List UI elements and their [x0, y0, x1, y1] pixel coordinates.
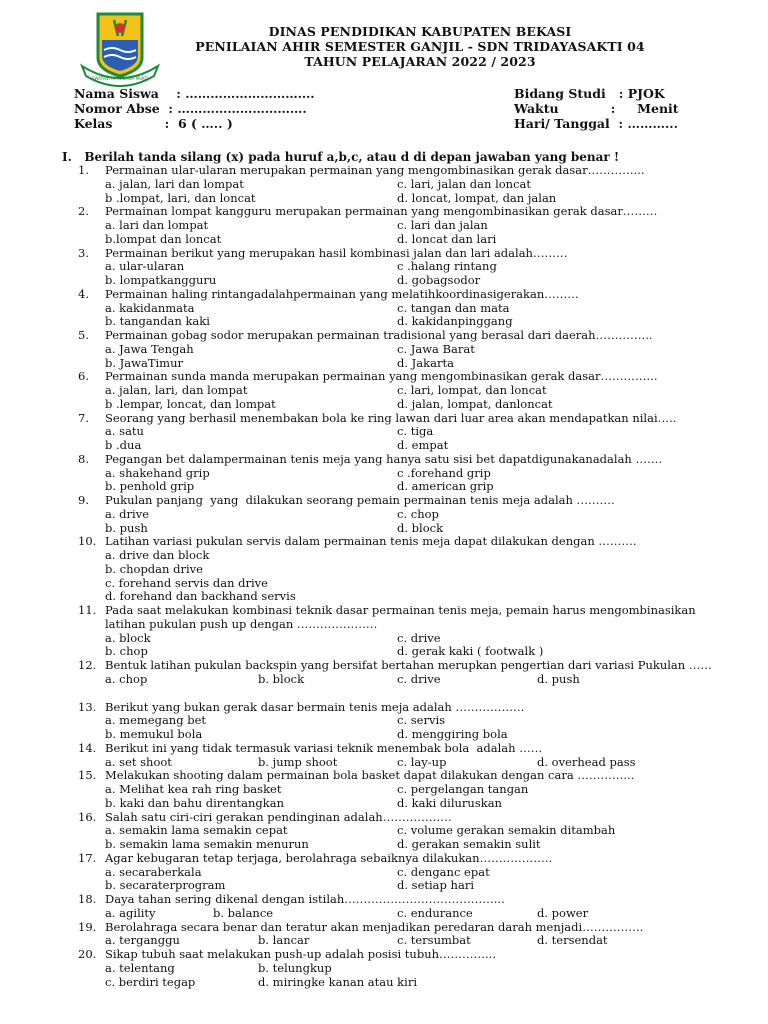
answer-option-d: d. Jakarta	[397, 355, 454, 370]
answer-option-c: c. drive	[397, 630, 441, 645]
question-number: 13.	[78, 699, 97, 714]
answer-option-a: a. memegang bet	[105, 713, 207, 728]
nama-siswa-field: Nama Siswa : ………………………….	[74, 86, 315, 101]
header-line-1: DINAS PENDIDIKAN KABUPATEN BEKASI	[268, 24, 572, 39]
answer-option-c: c. denganc epat	[397, 864, 490, 879]
question-text: Salah satu ciri-ciri gerakan pendinginan adalah………………	[105, 809, 452, 824]
answer-option: d. power	[537, 905, 589, 920]
answer-option-c: c. lari dan jalan	[397, 218, 488, 232]
answer-option: d. forehand dan backhand servis	[105, 589, 296, 604]
question-number: 10.	[78, 534, 97, 549]
answer-option-c: c. pergelangan tangan	[397, 782, 529, 796]
question-text: Permainan gobag sodor merupakan permainan tradisional yang berasal dari daerah…………...	[105, 328, 653, 342]
answer-option-d: d. kakidanpinggang	[397, 314, 513, 329]
nomor-absen-field: Nomor Abse : ………………………….	[74, 101, 307, 116]
header-line-2: PENILAIAN AHIR SEMESTER GANJIL - SDN TRIDAYASAKTI 04	[195, 39, 645, 54]
question-text: Berikut ini yang tidak termasuk variasi teknik menembak bola adalah ……	[105, 740, 543, 755]
answer-option-c: c. volume gerakan semakin ditambah	[397, 823, 616, 838]
question-text: Berikut yang bukan gerak dasar bermain tenis meja adalah ………………	[105, 699, 525, 714]
answer-option-d: d. empat	[397, 438, 449, 452]
answer-option-d: d. gobagsodor	[397, 273, 481, 287]
answer-option-d: d. kaki diluruskan	[397, 795, 502, 810]
answer-option-d: d. setiap hari	[397, 878, 474, 893]
question-text: Permainan ular-ularan merupakan permainan yang mengombinasikan gerak dasar…………...	[105, 163, 645, 177]
answer-option-d: d. gerakan semakin sulit	[397, 837, 541, 851]
answer-option-b: b .dua	[105, 438, 142, 452]
answer-option-c: c .halang rintang	[397, 259, 497, 274]
answer-option: c. tersumbat	[397, 933, 471, 948]
answer-option-b: b.lompat dan loncat	[105, 231, 222, 246]
answer-option-a: a. kakidanmata	[105, 300, 195, 315]
answer-option-b: b. semakin lama semakin menurun	[105, 837, 309, 851]
answer-option-c: c. lari, jalan dan loncat	[397, 176, 531, 191]
question-number: 16.	[78, 809, 97, 824]
question-number: 6.	[78, 369, 89, 384]
hari-tanggal-field: Hari/ Tanggal : ………...	[514, 116, 679, 131]
answer-option-b: b. kaki dan bahu direntangkan	[105, 795, 284, 810]
answer-option-c: c. servis	[397, 713, 446, 728]
answer-option-c: c. lari, lompat, dan loncat	[397, 383, 547, 397]
answer-option-d: d. jalan, lompat, danloncat	[397, 396, 553, 411]
answer-option-a: a. jalan, lari, dan lompat	[105, 383, 248, 397]
question-text: Pukulan panjang yang dilakukan seorang pemain permainan tenis meja adalah ……….	[105, 493, 615, 507]
question-number: 7.	[78, 410, 89, 425]
question-number: 18.	[78, 892, 97, 906]
question-number: 20.	[78, 947, 97, 961]
answer-option-a: a. jalan, lari dan lompat	[105, 176, 244, 191]
question-text: Agar kebugaran tetap terjaga, berolahraga sebaiknya dilakukan……………….	[105, 850, 553, 865]
question-number: 17.	[78, 850, 97, 865]
answer-option-b: b. chop	[105, 644, 148, 659]
answer-option-b: b .lempar, loncat, dan lompat	[105, 396, 276, 411]
answer-option-a: a. satu	[105, 424, 144, 439]
answer-option: c. lay-up	[397, 754, 447, 769]
answer-option-b: b. tangandan kaki	[105, 314, 210, 329]
question-text: Melakukan shooting dalam permainan bola basket dapat dilakukan dengan cara …………...	[105, 768, 635, 783]
answer-option-b: b. lompatkangguru	[105, 273, 217, 287]
answer-option: c. drive	[397, 671, 441, 686]
question-text: Pegangan bet dalampermainan tenis meja yang hanya satu sisi bet dapatdigunakanadalah …….	[105, 451, 663, 466]
question-text: Berolahraga secara benar dan teratur akan menjadikan peredaran darah menjadi…………….	[105, 919, 644, 934]
bidang-studi-field: Bidang Studi : PJOK	[514, 86, 665, 101]
answer-option: b. jump shoot	[258, 754, 338, 769]
question-number: 9.	[78, 493, 89, 507]
question-text: Permainan lompat kangguru merupakan permainan yang mengombinasikan gerak dasar………	[105, 204, 658, 219]
question-text: Daya tahan sering dikenal dengan istilah…………………………………...	[105, 892, 505, 906]
question-text: Permainan haling rintangadalahpermainan yang melatihkoordinasigerakan………	[105, 286, 579, 301]
kabupaten-bekasi-emblem	[78, 10, 162, 88]
question-number: 1.	[78, 163, 89, 177]
answer-option-a: a. semakin lama semakin cepat	[105, 823, 288, 838]
question-number: 4.	[78, 286, 89, 301]
answer-option-c: c .forehand grip	[397, 465, 491, 480]
answer-option-d: d. american grip	[397, 479, 494, 494]
answer-option-b: b .lompat, lari, dan loncat	[105, 190, 256, 205]
question-number: 15.	[78, 768, 97, 783]
answer-option-a: a. Jawa Tengah	[105, 341, 194, 356]
answer-option: a. set shoot	[105, 754, 172, 769]
answer-option-d: d. loncat dan lari	[397, 231, 497, 246]
answer-option-c: c. tiga	[397, 424, 434, 439]
answer-option-c: c. Jawa Barat	[397, 341, 475, 356]
question-text: latihan pukulan push up dengan …………………	[105, 616, 378, 631]
answer-option-d: d. block	[397, 520, 444, 535]
answer-option-a: a. lari dan lompat	[105, 218, 209, 232]
question-text: Seorang yang berhasil menembakan bola ke ring lawan dari luar area akan mendapatkan nilai…..	[105, 410, 677, 425]
question-text: Bentuk latihan pukulan backspin yang bersifat bertahan merupkan pengertian dari variasi Pukulan ……	[105, 658, 712, 672]
answer-option-b: b. secaraterprogram	[105, 878, 226, 893]
question-text: Permainan sunda manda merupakan permainan yang mengombinasikan gerak dasar…………...	[105, 369, 658, 384]
answer-option: b. telungkup	[258, 960, 332, 975]
question-number: 3.	[78, 245, 89, 260]
question-number: 14.	[78, 740, 97, 755]
question-text: Pada saat melakukan kombinasi teknik dasar permainan tenis meja, pemain harus mengombinasikan	[105, 603, 696, 617]
answer-option-d: d. gerak kaki ( footwalk )	[397, 644, 544, 659]
question-number: 11.	[78, 603, 97, 617]
answer-option-b: b. JawaTimur	[105, 355, 183, 370]
answer-option-b: b. penhold grip	[105, 479, 195, 494]
header-line-3: TAHUN PELAJARAN 2022 / 2023	[304, 54, 536, 69]
question-number: 19.	[78, 919, 97, 934]
answer-option: d. overhead pass	[537, 754, 636, 769]
answer-option-a: a. Melihat kea rah ring basket	[105, 782, 282, 796]
answer-option: c. endurance	[397, 905, 473, 920]
answer-option: a. terganggu	[105, 933, 180, 948]
answer-option: d. push	[537, 671, 580, 686]
answer-option: c. forehand servis dan drive	[105, 575, 268, 590]
answer-option: c. berdiri tegap	[105, 974, 196, 989]
answer-option: b. block	[258, 671, 305, 686]
answer-option: b. chopdan drive	[105, 561, 203, 576]
answer-option-c: c. chop	[397, 506, 439, 521]
question-text: Latihan variasi pukulan servis dalam permainan tenis meja dapat dilakukan dengan ……….	[105, 534, 637, 549]
answer-option: d. tersendat	[537, 933, 608, 948]
answer-option-d: d. loncat, lompat, dan jalan	[397, 190, 557, 205]
answer-option: a. chop	[105, 671, 148, 686]
answer-option-b: b. memukul bola	[105, 727, 203, 741]
answer-option-a: a. drive	[105, 506, 150, 521]
answer-option: b. balance	[213, 905, 274, 920]
answer-option: b. lancar	[258, 933, 310, 948]
section-instruction: I. Berilah tanda silang (x) pada huruf a,b,c, atau d di depan jawaban yang benar !	[62, 150, 620, 164]
answer-option-a: a. shakehand grip	[105, 465, 210, 480]
answer-option: a. telentang	[105, 960, 175, 975]
waktu-field: Waktu : Menit	[514, 101, 679, 116]
question-number: 8.	[78, 451, 89, 466]
answer-option-a: a. block	[105, 630, 151, 645]
answer-option: a. drive dan block	[105, 548, 210, 562]
answer-option-c: c. tangan dan mata	[397, 300, 510, 315]
answer-option-d: d. menggiring bola	[397, 727, 508, 741]
answer-option-b: b. push	[105, 520, 148, 535]
kelas-field: Kelas : 6 ( ….. )	[74, 116, 233, 131]
answer-option-a: a. ular-ularan	[105, 259, 185, 274]
question-number: 12.	[78, 658, 97, 672]
question-text: Permainan berikut yang merupakan hasil kombinasi jalan dan lari adalah………	[105, 245, 568, 260]
question-text: Sikap tubuh saat melakukan push-up adalah posisi tubuh…………...	[105, 947, 496, 961]
question-number: 5.	[78, 328, 89, 342]
svg-text:SWATANTRA WIBAWA MUKTI: SWATANTRA WIBAWA MUKTI	[91, 76, 149, 81]
answer-option: d. miringke kanan atau kiri	[258, 974, 417, 989]
answer-option: a. agility	[105, 905, 156, 920]
answer-option-a: a. secaraberkala	[105, 864, 202, 879]
question-number: 2.	[78, 204, 89, 219]
